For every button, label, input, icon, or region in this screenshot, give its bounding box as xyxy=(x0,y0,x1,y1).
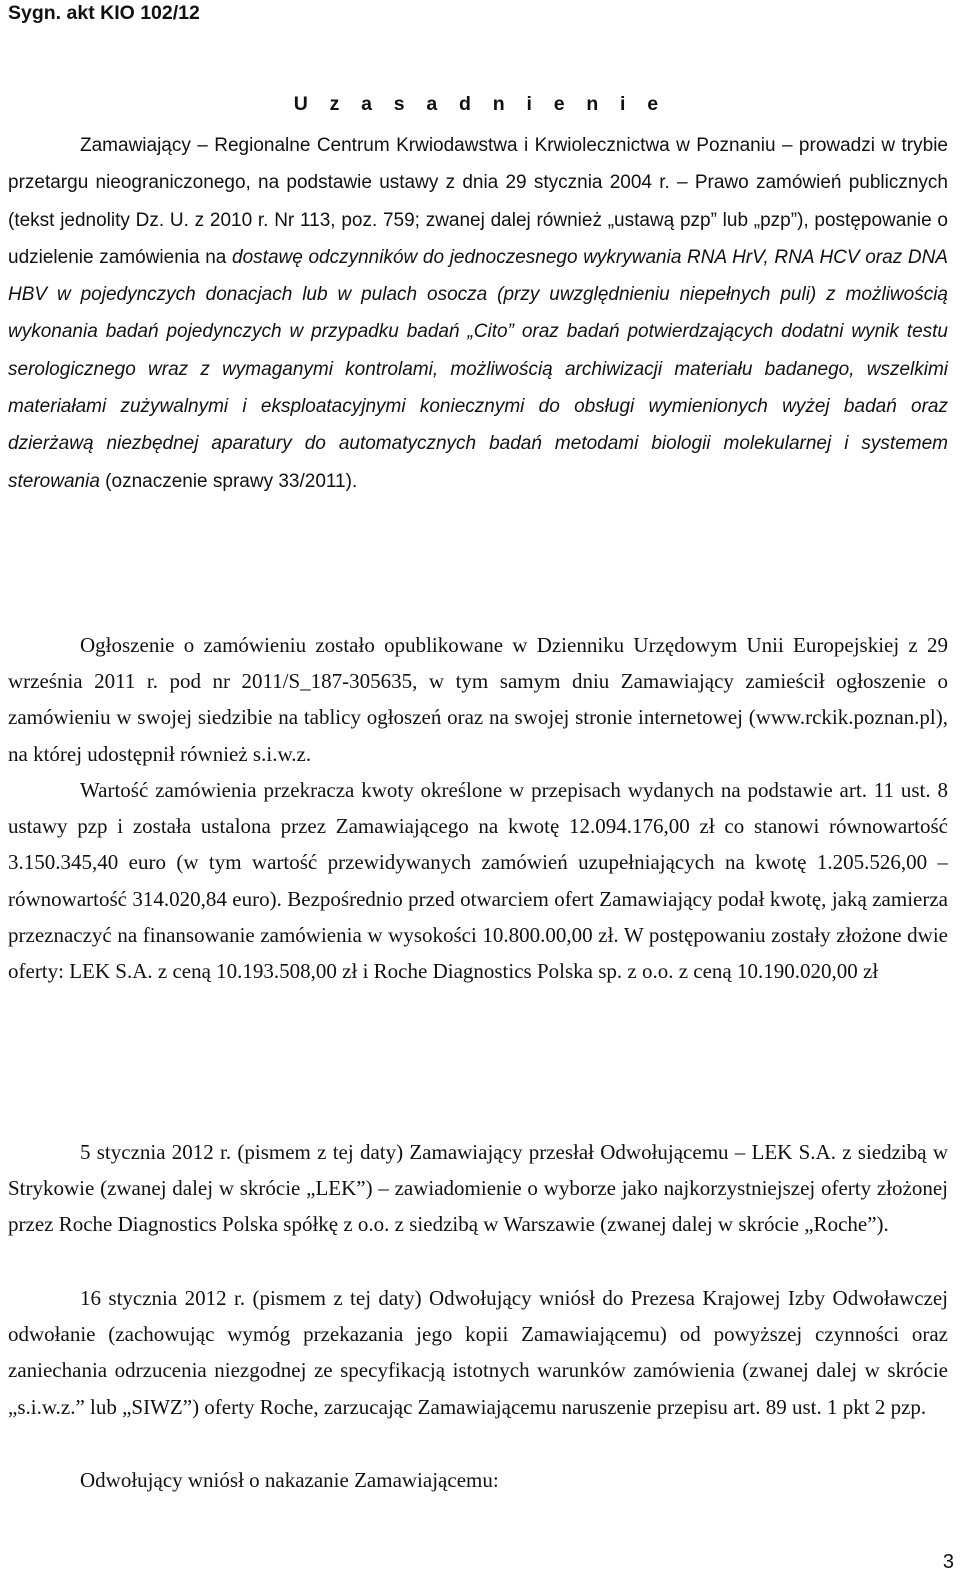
case-reference: (oznaczenie sprawy 33/2011). xyxy=(99,470,358,492)
section-heading: U z a s a d n i e n i e xyxy=(293,93,667,115)
paragraph-introduction-text: Zamawiający – Regionalne Centrum Krwiodawstwa i Krwiolecznictwa w Poznaniu – prowadzi w trybie przetargu nieograniczonego, na podstawie ustawy z dnia 29 stycznia 2004 r. – Prawo zamówień publicznych (tekst jednolity Dz. U. z 2010 r. Nr 113, poz. 759; zwanej dalej również „ustawą pzp” lub „pzp”), postępowanie o udzielenie zamówienia na xyxy=(8,135,948,268)
contract-subject: dostawę odczynników do jednoczesnego wykrywania RNA HrV, RNA HCV oraz DNA HBV w pojedynczych donacjach lub w pulach osocza (przy uwzględnieniu niepełnych puli) z możliwością wykonania badań pojedynczych w przypadku badań „Cito” oraz badań potwierdzających dodatni wynik testu serologicznego wraz z wymaganymi kontrolami, możliwością archiwizacji materiału badanego, wszelkimi materiałami zużywalnymi i eksploatacyjnymi koniecznymi do obsługi wymienionych wyżej badań oraz dzierżawą niezbędnej aparatury do automatycznych badań metodami biologii molekularnej i systemem sterowania xyxy=(8,246,948,492)
paragraph-requests: Odwołujący wniósł o nakazanie Zamawiającemu: xyxy=(80,1468,499,1492)
paragraph-introduction xyxy=(8,127,948,500)
paragraph-contract-value: Wartość zamówienia przekracza kwoty określone w przepisach wydanych na podstawie art. 11 ust. 8 ustawy pzp i została ustalona przez Zamawiającego na kwotę 12.094.176,00 zł co stanowi równowartość 3.150.345,40 euro (w tym wartość przewidywanych zamówień uzupełniających na kwotę 1.205.526,00 – równowartość 314.020,84 euro). Bezpośrednio przed otwarciem ofert Zamawiający podał kwotę, jaką zamierza przeznaczyć na finansowanie zamówienia w wysokości 10.800.00,00 zł. W postępowaniu zostały złożone dwie oferty: LEK S.A. z ceną 10.193.508,00 zł i Roche Diagnostics Polska sp. z o.o. z ceną 10.190.020,00 zł xyxy=(8,778,948,984)
paragraph-publication: Ogłoszenie o zamówieniu zostało opublikowane w Dzienniku Urzędowym Unii Europejskiej z 29 września 2011 r. pod nr 2011/S_187-305635, w tym samym dniu Zamawiający zamieścił ogłoszenie o zamówieniu w swojej siedzibie na tablicy ogłoszeń oraz na swojej stronie internetowej (www.rckik.poznan.pl), na której udostępnił również s.i.w.z. xyxy=(8,633,948,766)
page-number: 3 xyxy=(942,1551,954,1573)
paragraph-selection-notice: 5 stycznia 2012 r. (pismem z tej daty) Zamawiający przesłał Odwołującemu – LEK S.A. z siedzibą w Strykowie (zwanej dalej w skrócie „LEK”) – zawiadomienie o wyborze jako najkorzystniejszej oferty złożonej przez Roche Diagnostics Polska spółkę z o.o. z siedzibą w Warszawie (zwanej dalej w skrócie „Roche”). xyxy=(8,1140,948,1237)
paragraph-appeal: 16 stycznia 2012 r. (pismem z tej daty) Odwołujący wniósł do Prezesa Krajowej Izby Odwoławczej odwołanie (zachowując wymóg przekazania jego kopii Zamawiającemu) od powyższej czynności oraz zaniechania odrzucenia niezgodnej ze specyfikacją istotnych warunków zamówienia (zwanej dalej w skrócie „s.i.w.z.” lub „SIWZ”) oferty Roche, zarzucając Zamawiającemu naruszenie przepisu art. 89 ust. 1 pkt 2 pzp. xyxy=(8,1286,948,1419)
case-signature: Sygn. akt KIO 102/12 xyxy=(8,2,200,24)
